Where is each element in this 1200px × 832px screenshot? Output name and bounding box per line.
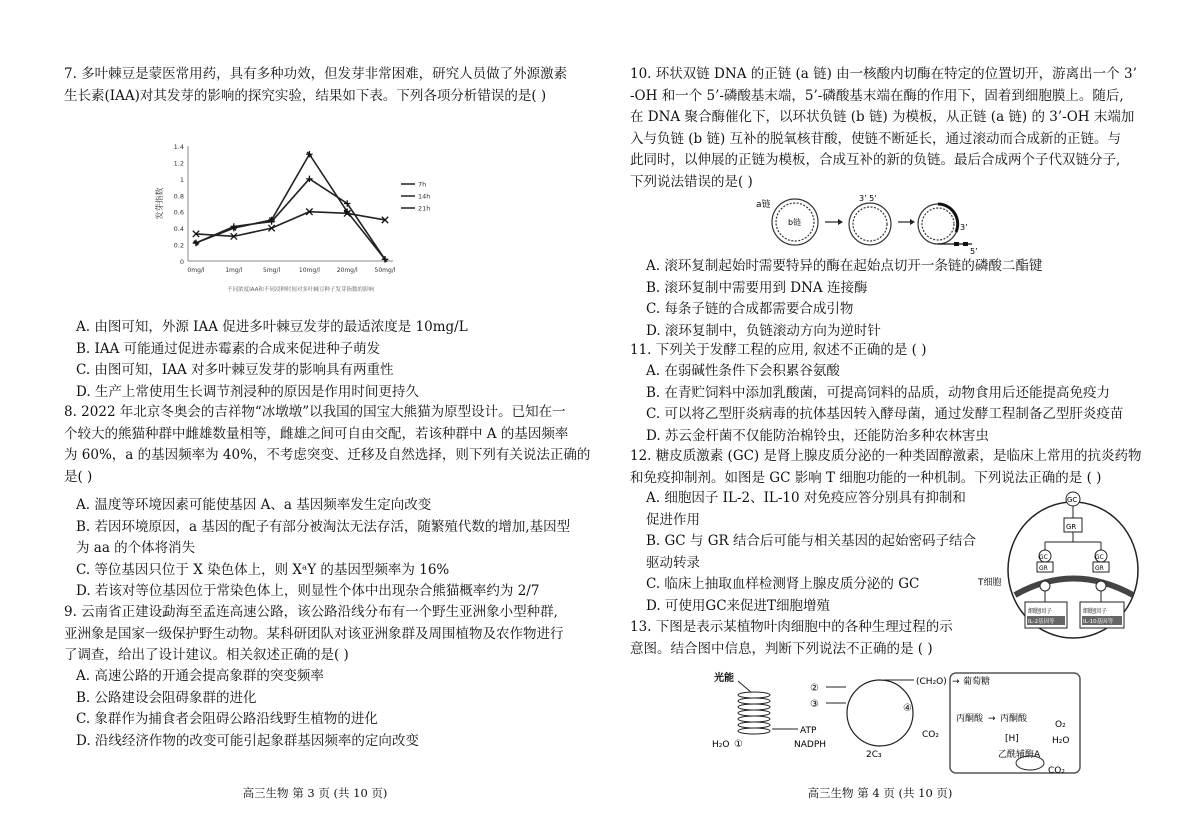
q9-option-d: D. 沿线经济作物的改变可能引起象群基因频率的定向改变 xyxy=(76,732,419,749)
circle-outer-2 xyxy=(849,203,891,245)
glucose-label: 葡萄糖 xyxy=(963,677,991,687)
co2-b-label: CO₂ xyxy=(1048,766,1065,776)
nadph-label: NADPH xyxy=(794,740,827,750)
y-tick-label: 0.8 xyxy=(173,192,184,201)
legend-label-21h: 21h xyxy=(418,204,431,213)
il10-gene-label: IL-10基因等 xyxy=(1083,619,1114,625)
q12-option-a-cont: 促进作用 xyxy=(646,511,700,528)
q11-options xyxy=(646,361,1123,447)
q8-option-d: D. 若该对等位基因位于常染色体上，则显性个体中出现杂合熊猫概率约为 2/7 xyxy=(76,583,540,599)
q12-option-a: A. 细胞因子 IL-2、IL-10 对免疫应答分别具有抑制和 xyxy=(646,490,966,506)
il2-gene-label: IL-2基因等 xyxy=(1028,619,1055,625)
acetyl-label: 乙酰辅酶A xyxy=(998,750,1041,760)
y-axis-label: 发芽指数 xyxy=(155,187,164,220)
q12-stem-line: 和免疫抑制剂。如图是 GC 影响 T 细胞功能的一种机制。下列说法正确的是 ( ) xyxy=(630,469,1102,486)
right-page xyxy=(600,0,1200,832)
question-10 xyxy=(630,64,1137,193)
thylakoid-stack xyxy=(738,692,770,734)
label-3-5: 3’ 5’ xyxy=(859,194,877,203)
chart-caption: 不同浓度IAA和不同浸种时间对多叶棘豆种子发芽指数的影响 xyxy=(227,287,374,293)
step-4-label: ④ xyxy=(903,703,912,714)
legend-label-7h: 7h xyxy=(418,180,427,189)
q10-stem-line: 下列说法错误的是( ) xyxy=(630,173,753,190)
cytokine-label-right: 细胞因子 xyxy=(1083,608,1108,615)
gc-right-2 xyxy=(1096,581,1106,591)
q8-stem-line: 为 60%，a 的基因频率为 40%，不考虑突变、迁移及自然选择，则下列有关说法正确的 xyxy=(64,447,591,463)
circle-inner-2 xyxy=(853,207,887,241)
light-label: 光能 xyxy=(714,673,734,684)
q7-chart xyxy=(150,138,440,303)
q9-stem-line: 亚洲象是国家一级保护野生动物。某科研团队对该亚洲象群及周围植物及农作物进行 xyxy=(64,625,564,642)
q11-option-b: B. 在青贮饲料中添加乳酸菌，可提高饲料的品质，动物食用后还能提高免疫力 xyxy=(646,384,1111,401)
q12-options xyxy=(646,488,976,617)
arrow-2-head xyxy=(910,219,915,225)
question-9 xyxy=(64,602,564,667)
c3-label: 2C₃ xyxy=(866,750,882,760)
data-point-7h xyxy=(306,151,312,157)
q12-option-b-cont: 驱动转录 xyxy=(646,554,700,571)
gr-label-top: GR xyxy=(1066,523,1077,531)
gr-label-right: GR xyxy=(1095,565,1104,572)
legend-label-14h: 14h xyxy=(418,192,431,201)
gc-label-top: GC xyxy=(1067,496,1078,504)
b-chain-label: b链 xyxy=(788,218,802,227)
q7-option-d: D. 生产上常使用生长调节剂浸种的原因是作用时间更持久 xyxy=(76,383,419,400)
cytokine-label-left: 细胞因子 xyxy=(1028,608,1053,615)
light-arrow xyxy=(738,681,752,693)
q10-option-d: D. 滚环复制中，负链滚动方向为逆时针 xyxy=(646,322,881,339)
y-tick-label: 0 xyxy=(179,258,184,266)
y-tick-label: 0.2 xyxy=(173,241,184,250)
label-3: 3’ xyxy=(960,223,968,232)
ch2o-label: (CH₂O) xyxy=(916,677,947,687)
a-chain-label: a链 xyxy=(756,200,771,210)
q8-option-b: B. 若因环境原因，a 基因的配子有部分被淘汰无法存活，随繁殖代数的增加,基因型 xyxy=(76,518,571,535)
q8-option-c: C. 等位基因只位于 X 染色体上，则 XᵃY 的基因型频率为 16% xyxy=(76,561,450,578)
q13-stem-line: 13. 下图是表示某植物叶肉细胞中的各种生理过程的示 xyxy=(630,619,953,635)
right-page-footer: 高三生物 第 4 页 (共 10 页) xyxy=(807,786,953,800)
q12-option-b: B. GC 与 GR 结合后可能与相关基因的起始密码子结合 xyxy=(646,533,976,549)
co2-label: CO₂ xyxy=(922,730,939,740)
q8-option-b-cont: 为 aa 的个体将消失 xyxy=(76,540,196,556)
question-12 xyxy=(630,446,1142,489)
q9-stem-line: 9. 云南省正建设勐海至孟连高速公路，该公路沿线分布有一个野生亚洲象小型种群, xyxy=(64,604,558,620)
q12-option-c: C. 临床上抽取血样检测肾上腺皮质分泌的 GC xyxy=(646,576,920,592)
x-tick-label: 10mg/l xyxy=(298,267,320,274)
pyruvate-2-label: 丙酮酸 xyxy=(1000,714,1028,724)
q9-stem-line: 了调查，给出了设计建议。相关叙述正确的是( ) xyxy=(64,647,349,663)
gc-label-right: GC xyxy=(1095,554,1104,561)
question-7 xyxy=(64,64,567,107)
q8-stem-line: 8. 2022 年北京冬奥会的吉祥物“冰墩墩”以我国的国宝大熊猫为原型设计。已知在一 xyxy=(64,404,566,420)
q13-stem-line: 意图。结合图中信息，判断下列说法不正确的是 ( ) xyxy=(630,640,933,657)
q10-stem-line: 在 DNA 聚合酶催化下，以环状负链 (b 链) 为模板，从正链 (a 链) 的 3’-OH 末端加 xyxy=(630,109,1135,125)
q7-option-a: A. 由图可知，外源 IAA 促进多叶棘豆发芽的最适浓度是 10mg/L xyxy=(76,319,468,335)
q12-option-d: D. 可使用GC来促进T细胞增殖 xyxy=(646,597,831,614)
atp-label: ATP xyxy=(800,726,817,736)
arrow-pyruvate: → xyxy=(988,714,996,724)
step-1-label: ① xyxy=(734,739,743,750)
q10-stem-line: 此同时，以伸展的正链为模板，合成互补的新的负链。最后合成两个子代双链分子, xyxy=(630,152,1121,168)
gc-label-left: GC xyxy=(1039,554,1048,561)
x-tick-label: 20mg/l xyxy=(336,267,358,274)
fragment-2 xyxy=(963,242,968,246)
q13-metabolism-figure xyxy=(700,665,1100,777)
q10-options xyxy=(646,256,1042,342)
question-8 xyxy=(64,402,590,488)
q10-rolling-circle-figure xyxy=(750,192,980,257)
arrow-1-head xyxy=(838,219,843,225)
q11-option-d: D. 苏云金杆菌不仅能防治棉铃虫，还能防治多种农林害虫 xyxy=(646,427,989,444)
q8-option-a: A. 温度等环境因素可能使基因 A、a 基因频率发生定向改变 xyxy=(76,497,432,513)
dash-arrow: → xyxy=(952,677,960,687)
q11-stem-line: 11. 下列关于发酵工程的应用, 叙述不正确的是 ( ) xyxy=(630,342,927,358)
q7-option-c: C. 由图可知，IAA 对多叶棘豆发芽的影响具有两重性 xyxy=(76,362,394,378)
circle-inner-3 xyxy=(922,208,954,240)
step-3-label: ③ xyxy=(810,699,819,710)
q7-stem-line: 生长素(IAA)对其发芽的影响的探究实验，结果如下表。下列各项分析错误的是( ) xyxy=(64,87,547,104)
q9-option-c: C. 象群作为捕食者会阻碍公路沿线野生植物的进化 xyxy=(76,711,378,727)
q10-option-b: B. 滚环复制中需要用到 DNA 连接酶 xyxy=(646,279,868,296)
gr-label-left: GR xyxy=(1039,565,1048,572)
y-tick-label: 0.4 xyxy=(173,225,184,234)
q9-option-b: B. 公路建设会阻碍象群的进化 xyxy=(76,689,257,706)
q12-tcell-figure xyxy=(975,490,1145,640)
q7-option-b: B. IAA 可能通过促进赤霉素的合成来促进种子萌发 xyxy=(76,340,381,357)
gc-left-2 xyxy=(1040,581,1050,591)
q10-stem-line: 10. 环状双链 DNA 的正链 (a 链) 由一核酸内切酶在特定的位置切开，游离出一个 3’ xyxy=(630,66,1137,82)
y-tick-label: 0.6 xyxy=(173,208,184,217)
series-line-7h xyxy=(196,154,385,259)
t-cell-label: T细胞 xyxy=(978,578,1002,588)
q7-line-chart xyxy=(150,138,440,303)
q10-option-a: A. 滚环复制起始时需要特异的酶在起始点切开一条链的磷酸二酯键 xyxy=(646,258,1043,274)
x-tick-label: 0mg/l xyxy=(187,267,205,274)
step-2-label: ② xyxy=(810,683,819,694)
question-13 xyxy=(630,617,953,660)
y-tick-label: 1.4 xyxy=(173,143,184,151)
o2-label: O₂ xyxy=(1055,720,1066,730)
q10-figure-svg xyxy=(750,192,980,257)
q11-option-a: A. 在弱碱性条件下会积累谷氨酸 xyxy=(646,363,840,379)
q12-stem-line: 12. 糖皮质激素 (GC) 是肾上腺皮质分泌的一种类固醇激素，是临床上常用的抗炎药物 xyxy=(630,448,1142,464)
q8-stem-line: 是( ) xyxy=(64,468,93,485)
q7-stem-line: 7. 多叶棘豆是蒙医常用药，具有多种功效，但发芽非常困难，研究人员做了外源激素 xyxy=(64,66,568,82)
q9-option-a: A. 高速公路的开通会提高象群的突变频率 xyxy=(76,668,324,684)
q10-option-c: C. 每条子链的合成都需要合成引物 xyxy=(646,301,854,317)
fragment-1 xyxy=(954,242,959,246)
q13-figure-svg xyxy=(700,665,1100,777)
x-tick-label: 50mg/l xyxy=(374,267,396,274)
y-tick-label: 1 xyxy=(179,175,184,184)
y-tick-label: 1.2 xyxy=(173,159,184,168)
h2o-label: H₂O xyxy=(712,740,730,750)
label-5: 5’ xyxy=(970,247,978,256)
q10-stem-line: 入与负链 (b 链) 互补的脱氧核苷酸，使链不断延长，通过滚动而合成新的正链。与 xyxy=(630,130,1122,147)
pyruvate-1-label: 丙酮酸 xyxy=(956,714,984,724)
x-tick-label: 1mg/l xyxy=(225,267,243,274)
h-label: [H] xyxy=(1005,734,1019,744)
q8-stem-line: 个较大的熊猫种群中雌雄数量相等，雌雄之间可自由交配，若该种群中 A 的基因频率 xyxy=(64,425,569,442)
left-page-footer: 高三生物 第 3 页 (共 10 页) xyxy=(242,786,388,800)
q12-figure-svg xyxy=(975,490,1145,640)
q8-options xyxy=(76,495,570,603)
x-tick-label: 5mg/l xyxy=(263,267,281,274)
q9-options xyxy=(76,666,419,752)
q7-options xyxy=(76,317,468,403)
q10-stem-line: -OH 和一个 5’-磷酸基末端，5’-磷酸基末端在酶的作用下，固着到细胞膜上。随后, xyxy=(630,87,1124,104)
question-11 xyxy=(630,340,926,362)
h2o-b-label: H₂O xyxy=(1052,736,1070,746)
q11-option-c: C. 可以将乙型肝炎病毒的抗体基因转入酵母菌，通过发酵工程制备乙型肝炎疫苗 xyxy=(646,406,1124,422)
nuclear-membrane xyxy=(1015,579,1133,596)
